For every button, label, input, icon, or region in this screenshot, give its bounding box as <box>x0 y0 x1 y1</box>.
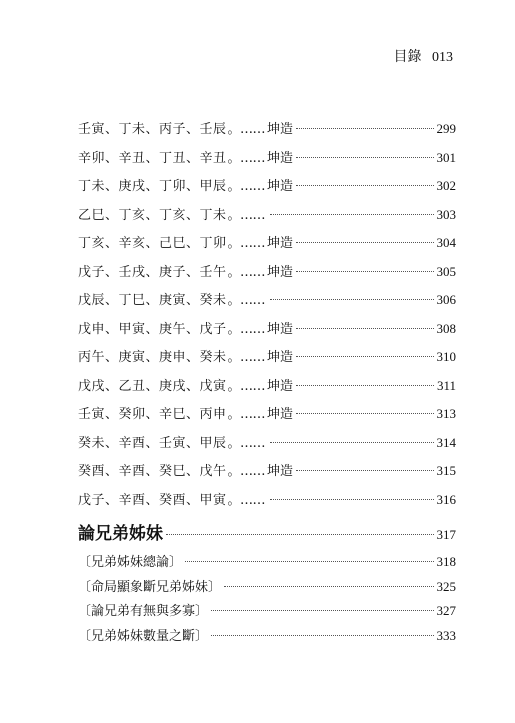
toc-entry[interactable] <box>78 261 456 290</box>
entry-label: 坤造 <box>267 350 294 365</box>
subsection-title: 〔命局顯象斷兄弟姊妹〕 <box>78 579 222 595</box>
entry-pillars: 壬寅、癸卯、辛巳、丙申 <box>78 407 227 422</box>
entry-page-number: 302 <box>436 178 456 193</box>
dot-leader <box>270 214 433 215</box>
section-heading[interactable] <box>78 519 456 551</box>
entry-pillars: 戊子、辛酉、癸酉、甲寅 <box>78 492 227 508</box>
entry-pillars: 戊申、甲寅、庚午、戊子 <box>78 321 227 337</box>
entry-page-number: 313 <box>436 406 456 421</box>
subsection-entry[interactable] <box>78 625 456 650</box>
toc-entry[interactable] <box>78 318 456 347</box>
dot-leader <box>211 610 433 611</box>
toc-entry[interactable] <box>78 460 456 489</box>
entry-leader-mark: 。…… <box>227 122 266 137</box>
entry-leader-mark: 。…… <box>227 150 266 166</box>
entry-label: 坤造 <box>267 321 294 337</box>
entry-leader-mark: 。…… <box>227 378 266 394</box>
toc-entry[interactable] <box>78 147 456 176</box>
entry-pillars: 戊子、壬戌、庚子、壬午 <box>78 264 227 280</box>
entry-page-number: 299 <box>436 121 456 136</box>
entry-page-number: 301 <box>436 149 456 165</box>
entry-pillars: 戊辰、丁巳、庚寅、癸未 <box>78 293 227 308</box>
header-title: 目錄 <box>393 49 422 65</box>
dot-leader <box>296 385 434 386</box>
dot-leader <box>296 413 433 414</box>
entry-leader-mark: 。…… <box>227 321 266 337</box>
entry-page-number: 316 <box>436 491 456 507</box>
toc-entry[interactable] <box>78 375 456 404</box>
dot-leader <box>296 185 433 186</box>
subsection-page-number: 318 <box>436 554 456 569</box>
entry-label: 坤造 <box>267 150 294 166</box>
entry-leader-mark: 。…… <box>227 264 266 280</box>
dot-leader <box>211 635 433 636</box>
toc-entry[interactable] <box>78 432 456 461</box>
entry-label: 坤造 <box>267 236 294 251</box>
dot-leader <box>224 586 433 587</box>
toc-entry-list <box>78 118 456 517</box>
entry-page-number: 304 <box>436 235 456 250</box>
dot-leader <box>296 128 433 129</box>
entry-leader-mark: 。…… <box>227 435 266 451</box>
toc-entry[interactable] <box>78 175 456 204</box>
toc-entry[interactable] <box>78 232 456 261</box>
entry-pillars: 辛卯、辛丑、丁丑、辛丑 <box>78 150 227 166</box>
entry-label: 坤造 <box>267 407 294 422</box>
entry-pillars: 癸酉、辛酉、癸巳、戊午 <box>78 464 227 479</box>
subsection-title: 〔論兄弟有無與多寡〕 <box>78 604 209 619</box>
page-header <box>394 46 453 66</box>
entry-page-number: 306 <box>436 292 456 307</box>
toc-entry[interactable] <box>78 118 456 147</box>
entry-leader-mark: 。…… <box>227 350 266 365</box>
entry-pillars: 戊戌、乙丑、庚戌、戊寅 <box>78 378 227 394</box>
toc-entry[interactable] <box>78 289 456 318</box>
entry-leader-mark: 。…… <box>227 179 266 194</box>
entry-leader-mark: 。…… <box>227 492 266 508</box>
toc-entry[interactable] <box>78 489 456 518</box>
entry-page-number: 308 <box>436 320 456 336</box>
dot-leader <box>270 499 433 500</box>
dot-leader <box>296 356 433 357</box>
subsection-page-number: 333 <box>436 627 456 643</box>
header-page-number: 013 <box>432 50 453 65</box>
entry-label: 坤造 <box>267 179 294 194</box>
entry-page-number: 310 <box>436 349 456 364</box>
entry-label: 坤造 <box>267 464 294 479</box>
toc-section <box>78 519 456 649</box>
entry-pillars: 丁未、庚戌、丁卯、甲辰 <box>78 179 227 194</box>
subsection-entry[interactable] <box>78 600 456 625</box>
entry-pillars: 癸未、辛酉、壬寅、甲辰 <box>78 435 227 451</box>
entry-label: 坤造 <box>267 264 294 280</box>
subsection-title: 〔兄弟姊妹總論〕 <box>78 555 183 570</box>
subsection-entry[interactable] <box>78 551 456 576</box>
entry-page-number: 305 <box>436 263 456 279</box>
dot-leader <box>185 561 433 562</box>
entry-page-number: 303 <box>436 206 456 222</box>
entry-pillars: 丙午、庚寅、庚申、癸未 <box>78 350 227 365</box>
section-page-number: 317 <box>436 527 456 542</box>
entry-leader-mark: 。…… <box>227 407 266 422</box>
dot-leader <box>296 157 433 158</box>
toc-entry[interactable] <box>78 403 456 432</box>
entry-page-number: 311 <box>436 377 456 393</box>
dot-leader <box>296 470 433 471</box>
entry-page-number: 314 <box>436 434 456 450</box>
entry-label: 坤造 <box>267 122 294 137</box>
entry-label: 坤造 <box>267 378 294 394</box>
dot-leader <box>296 242 433 243</box>
entry-leader-mark: 。…… <box>227 464 266 479</box>
toc-entry[interactable] <box>78 204 456 233</box>
entry-leader-mark: 。…… <box>227 236 266 251</box>
dot-leader <box>270 442 433 443</box>
entry-pillars: 壬寅、丁未、丙子、壬辰 <box>78 122 227 137</box>
entry-leader-mark: 。…… <box>227 293 266 308</box>
subsection-entry[interactable] <box>78 576 456 601</box>
entry-leader-mark: 。…… <box>227 207 266 223</box>
dot-leader <box>166 534 434 535</box>
subsection-page-number: 327 <box>436 603 456 618</box>
toc-entry[interactable] <box>78 346 456 375</box>
subsection-title: 〔兄弟姊妹數量之斷〕 <box>78 628 209 644</box>
section-title: 論兄弟姊妹 <box>78 524 163 544</box>
dot-leader <box>270 299 433 300</box>
dot-leader <box>296 271 433 272</box>
entry-pillars: 丁亥、辛亥、己巳、丁卯 <box>78 236 227 251</box>
dot-leader <box>296 328 433 329</box>
entry-page-number: 315 <box>436 463 456 478</box>
entry-pillars: 乙巳、丁亥、丁亥、丁未 <box>78 207 227 223</box>
subsection-page-number: 325 <box>436 578 456 594</box>
